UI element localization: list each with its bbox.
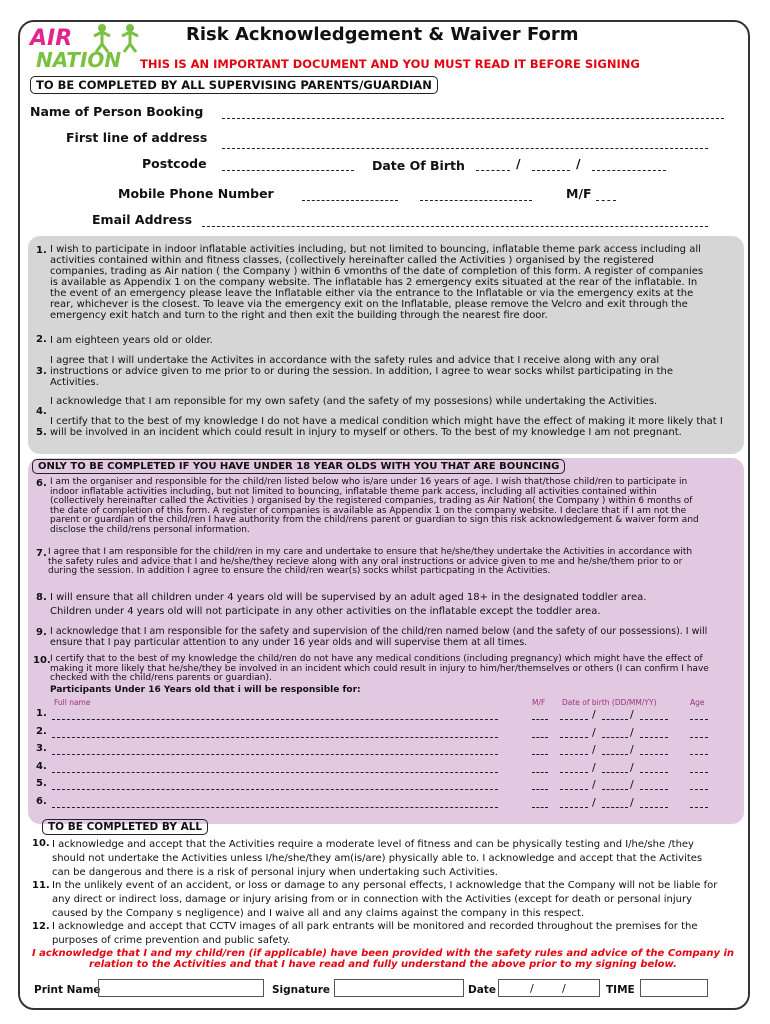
term-5: I certify that to the best of my knowledge I do not have a medical condition which might have the effect of making it more likely that I will be involved in an incident which could result in injury to myself or others. To the best of my knowledge I am not pregnant.	[50, 416, 723, 438]
mobile-label: Mobile Phone Number	[118, 186, 274, 201]
col-full-name: Full name	[54, 698, 91, 707]
dob-slash: /	[592, 725, 596, 739]
dob-day-field[interactable]	[476, 170, 510, 171]
item-number-5: 5.	[36, 427, 47, 438]
print-name-field[interactable]	[98, 979, 264, 997]
col-age: Age	[690, 698, 705, 707]
participant-dob-year[interactable]	[640, 772, 668, 773]
dob-slash: /	[592, 708, 596, 721]
name-field[interactable]	[222, 118, 724, 119]
participants-heading: Participants Under 16 Years old that i will be responsible for:	[50, 685, 361, 695]
logo-nation: NATION	[36, 48, 122, 72]
participant-name-field[interactable]	[52, 789, 498, 790]
participant-name-field[interactable]	[52, 719, 498, 720]
dob-slash: /	[630, 743, 634, 756]
signature-field[interactable]	[334, 979, 464, 997]
participant-dob-year[interactable]	[640, 789, 668, 790]
date-field[interactable]	[498, 979, 600, 997]
participant-dob-year[interactable]	[640, 807, 668, 808]
term-6: I am the organiser and responsible for the child/ren listed below who is/are under 16 years of age. I wish that/those child/ren to participate in indoor inflatable activities including, but not limited to bouncing, inflatable theme park access, including all activities contained within (collectively hereinafter called the Activities ) organised by the registered companies, trading as Air Nation( the Company ) within 6 months of the date of completion of this form. A register of companies is available as Appendix 1 on the company website. I declare that if I am not the parent or guardian of the child/ren I have authority from the child/rens parent or guardian to sign this risk acknowledgement & waiver form and disclose the child/rens personal information.	[50, 477, 699, 535]
participant-mf-field[interactable]	[532, 754, 548, 755]
term-3: I agree that I will undertake the Activites in accordance with the safety rules and advice that I receive along with any oral instructions or advice given to me prior to or during the session. In addition, I agree to wear socks whilst participating in the Activities.	[50, 355, 674, 388]
participant-dob-year[interactable]	[640, 737, 668, 738]
mf-field[interactable]	[596, 200, 616, 201]
dob-slash: /	[592, 778, 596, 791]
mobile-field-2[interactable]	[420, 200, 532, 201]
term-11: In the unlikely event of an accident, or loss or damage to any personal effects, I acknowledge that the Company will not be liable for any direct or indirect loss, damage or injury arising from or in connection with the Activities (except for death or personal injury caused by the Company s negligence) and I waive all and any claims against the company in this respect.	[52, 880, 718, 919]
participant-dob-day[interactable]	[560, 789, 588, 790]
participant-dob-month[interactable]	[602, 772, 628, 773]
participant-age-field[interactable]	[690, 737, 708, 738]
section-parents-heading: TO BE COMPLETED BY ALL SUPERVISING PARENTS/GUARDIAN	[30, 76, 438, 94]
term-9: I acknowledge that I am responsible for the safety and supervision of the child/ren named below (and the safety of our possessions). I will ensure that I pay particular attention to any under 16 year olds and will supervise them at all times.	[50, 626, 708, 648]
item-number-9: 9.	[36, 627, 47, 638]
dob-year-field[interactable]	[592, 170, 666, 171]
item-number-6: 6.	[36, 478, 47, 489]
participant-age-field[interactable]	[690, 807, 708, 808]
participant-name-field[interactable]	[52, 754, 498, 755]
col-dob: Date of birth (DD/MM/YY)	[562, 698, 657, 707]
participant-age-field[interactable]	[690, 754, 708, 755]
participant-mf-field[interactable]	[532, 807, 548, 808]
print-name-label: Print Name	[34, 984, 101, 996]
item-number-11: 11.	[32, 880, 50, 891]
dob-slash: /	[630, 778, 634, 791]
col-mf: M/F	[532, 698, 546, 707]
term-12: I acknowledge and accept that CCTV images of all park entrants will be monitored and recorded throughout the premises for the purposes of crime prevention and public safety.	[52, 921, 698, 946]
participant-name-field[interactable]	[52, 737, 498, 738]
participant-age-field[interactable]	[690, 772, 708, 773]
postcode-label: Postcode	[142, 156, 207, 171]
dob-slash: /	[630, 760, 634, 774]
time-field[interactable]	[640, 979, 708, 997]
row-number: 3.	[36, 743, 47, 754]
date-label: Date	[468, 984, 496, 996]
postcode-field[interactable]	[222, 170, 354, 171]
dob-slash: /	[592, 760, 596, 774]
participant-mf-field[interactable]	[532, 789, 548, 790]
dob-slash: /	[630, 725, 634, 739]
participant-dob-month[interactable]	[602, 807, 628, 808]
participant-dob-month[interactable]	[602, 719, 628, 720]
participant-dob-month[interactable]	[602, 789, 628, 790]
section-under18-heading: ONLY TO BE COMPLETED IF YOU HAVE UNDER 18 YEAR OLDS WITH YOU THAT ARE BOUNCING	[32, 459, 565, 474]
address-label: First line of address	[66, 130, 208, 145]
term-4: I acknowledge that I am reponsible for my own safety (and the safety of my possesions) while undertaking the Activities.	[50, 396, 658, 407]
participant-mf-field[interactable]	[532, 737, 548, 738]
dob-slash: /	[630, 795, 634, 809]
term-1: I wish to participate in indoor inflatable activities including, but not limited to bouncing, inflatable theme park access including all activities contained within and fitness classes, (collectively hereinafter called the Activities ) organised by the registered companies, trading as Air nation ( the Company ) within 6 vmonths of the date of completion of this form. A register of companies is available as Appendix 1 on the company website. The inflatable has 2 emergency exits situated at the rear of the inflatable. In the event of an emergency please leave the Inflatable either via the entrance to the Inflatable or via the emergency exits at the rear, whichever is the closest. To leave via the emergency exit on the Inflatable, please remove the Velcro and exit through the emergency exit hatch and turn to the right and then exit the building through the nearest fire door.	[50, 244, 704, 321]
item-number-10b: 10.	[32, 838, 50, 849]
date-slash-1: /	[530, 982, 534, 995]
jumping-figures-icon	[90, 22, 150, 56]
name-label: Name of Person Booking	[30, 104, 204, 119]
time-label: TIME	[606, 984, 635, 996]
dob-month-field[interactable]	[532, 170, 570, 171]
mf-label: M/F	[566, 186, 592, 201]
date-slash-2: /	[562, 982, 566, 995]
email-label: Email Address	[92, 212, 193, 227]
participant-dob-year[interactable]	[640, 719, 668, 720]
item-number-8: 8.	[36, 592, 47, 603]
item-number-3: 3.	[36, 366, 47, 377]
dob-slash: /	[592, 743, 596, 756]
dob-slash-2: /	[576, 156, 581, 171]
participant-dob-day[interactable]	[560, 754, 588, 755]
item-number-1: 1.	[36, 245, 47, 256]
participant-dob-month[interactable]	[602, 754, 628, 755]
participant-dob-year[interactable]	[640, 754, 668, 755]
row-number: 2.	[36, 725, 47, 737]
participant-age-field[interactable]	[690, 789, 708, 790]
participant-dob-day[interactable]	[560, 807, 588, 808]
term-2: I am eighteen years old or older.	[50, 335, 213, 346]
participant-dob-day[interactable]	[560, 719, 588, 720]
participant-mf-field[interactable]	[532, 772, 548, 773]
address-field[interactable]	[222, 148, 708, 149]
row-number: 4.	[36, 760, 47, 772]
participant-mf-field[interactable]	[532, 719, 548, 720]
item-number-10a: 10.	[33, 655, 51, 666]
email-field[interactable]	[202, 226, 708, 227]
logo-air: AIR	[30, 26, 73, 51]
dob-slash: /	[630, 708, 634, 721]
form-title: Risk Acknowledgement & Waiver Form	[186, 24, 579, 45]
term-8b: Children under 4 years old will not participate in any other activities on the inflatable except the toddler area.	[50, 606, 601, 617]
term-10a: I certify that to the best of my knowledge the child/ren do not have any medical conditions (including pregnancy) which might have the effect of making it more likely that he/she/they be involved in an incident which could result in injury to him/her/themselves or others (I can confirm I have checked with the child/rens parents or guardian).	[50, 654, 709, 684]
participant-dob-month[interactable]	[602, 737, 628, 738]
participant-dob-day[interactable]	[560, 737, 588, 738]
participant-name-field[interactable]	[52, 807, 498, 808]
row-number: 1.	[36, 708, 47, 719]
dob-slash: /	[592, 795, 596, 809]
term-7: I agree that I am responsible for the child/ren in my care and undertake to ensure that he/she/they undertake the Activities in accordance with the safety rules and advice that I and he/she/they recieve along with any oral instructions or advice given to me and he/she/them prior to or during the session. In addition I agree to ensure the child/ren wear(s) socks whilst particpating in the Activities.	[48, 547, 693, 577]
item-number-7: 7.	[36, 548, 47, 559]
row-number: 6.	[36, 795, 47, 807]
item-number-12: 12.	[32, 921, 50, 932]
section-all-heading: TO BE COMPLETED BY ALL	[42, 819, 208, 835]
signature-label: Signature	[272, 984, 331, 996]
mobile-field-1[interactable]	[302, 200, 398, 201]
important-notice: THIS IS AN IMPORTANT DOCUMENT AND YOU MUST READ IT BEFORE SIGNING	[140, 57, 640, 71]
dob-label: Date Of Birth	[372, 158, 465, 173]
participant-name-field[interactable]	[52, 772, 498, 773]
participant-age-field[interactable]	[690, 719, 708, 720]
row-number: 5.	[36, 778, 47, 789]
item-number-2: 2.	[36, 334, 47, 345]
participant-dob-day[interactable]	[560, 772, 588, 773]
dob-slash-1: /	[516, 156, 521, 171]
term-8a: I will ensure that all children under 4 years old will be supervised by an adult aged 18+ in the designated toddler area.	[50, 592, 647, 603]
item-number-4: 4.	[36, 406, 47, 417]
term-10b: I acknowledge and accept that the Activities require a moderate level of fitness and can be physically testing and I/he/she /they should not undertake the Activities unless I/he/she/they am(is/are) physically able to. I acknowledge and accept that the Activites can be dangerous and there is a risk of personal injury when undertaking such Activities.	[52, 839, 703, 878]
declaration: I acknowledge that I and my child/ren (if applicable) have been provided with the safety rules and advice of the Company in relation to the Activities and that I have read and fully understand the above prior to my signing below.	[31, 948, 735, 970]
